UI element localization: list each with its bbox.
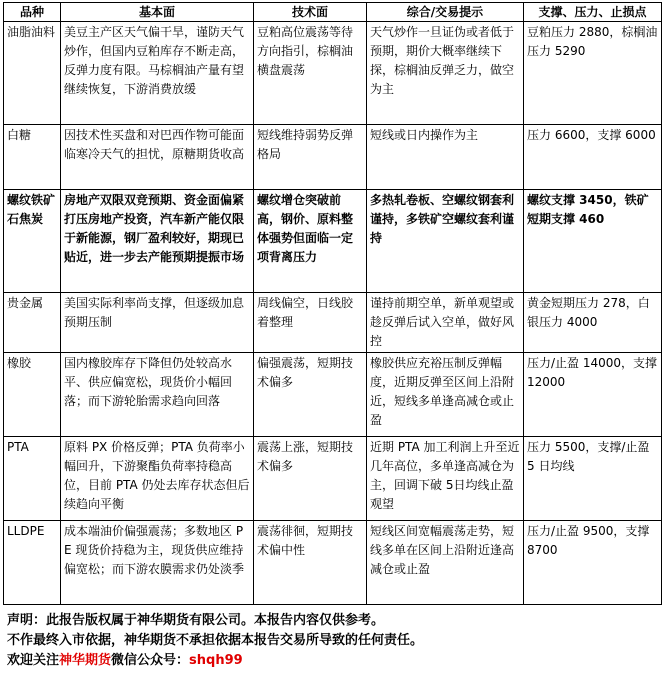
advice-cell: 橡胶供应充裕压制反弹幅度，近期反弹至区间上沿附近，短线多单逢高减仓或止盈	[367, 353, 524, 437]
disclaimer-line-1: 声明：此报告版权属于神华期货有限公司。本报告内容仅供参考。	[7, 613, 385, 628]
table-row	[4, 353, 662, 437]
table-row	[4, 437, 662, 521]
levels-cell: 压力/止盈 14000，支撑 12000	[524, 353, 662, 437]
header-row	[4, 3, 662, 22]
advice-cell: 近期 PTA 加工利润上升至近几年高位，多单逢高减仓为主，回调下破 5日均线止盈观望	[367, 437, 524, 521]
header-fundamental: 基本面	[61, 3, 254, 22]
levels-cell: 黄金短期压力 278，白银压力 4000	[524, 293, 662, 353]
header-levels: 支撑、压力、止损点	[524, 3, 662, 22]
advice-cell: 短线区间宽幅震荡走势，短线多单在区间上沿附近逢高减仓或止盈	[367, 521, 524, 605]
fundamental-cell: 国内橡胶库存下降但仍处较高水平、供应偏宽松，现货价小幅回落；而下游轮胎需求趋向回落	[61, 353, 254, 437]
variety-cell: 白糖	[4, 125, 61, 190]
variety-cell: 螺纹铁矿石焦炭	[4, 190, 61, 293]
fundamental-cell: 成本端油价偏强震荡；多数地区 PE 现货价持稳为主，现货供应维持偏宽松；而下游农膜需求仍处淡季	[61, 521, 254, 605]
futures-report-table	[3, 2, 662, 605]
table-row	[4, 521, 662, 605]
fundamental-cell: 美国实际利率尚支撑，但逐级加息预期压制	[61, 293, 254, 353]
technical-cell: 周线偏空，日线胶着整理	[254, 293, 367, 353]
table-row	[4, 22, 662, 125]
technical-cell: 豆粕高位震荡等待方向指引，棕榈油横盘震荡	[254, 22, 367, 125]
technical-cell: 螺纹增仓突破前高，钢价、原料整体强势但面临一定项背离压力	[254, 190, 367, 293]
fundamental-cell: 原料 PX 价格反弹；PTA 负荷率小幅回升，下游聚酯负荷率持稳高位，目前 PTA 仍处去库存状态但后续趋向平衡	[61, 437, 254, 521]
advice-cell: 天气炒作一旦证伪或者低于预期，期价大概率继续下探，棕榈油反弹乏力，做空为主	[367, 22, 524, 125]
wechat-id: shqh99	[189, 653, 243, 668]
technical-cell: 震荡徘徊，短期技术偏中性	[254, 521, 367, 605]
variety-cell: LLDPE	[4, 521, 61, 605]
technical-cell: 短线维持弱势反弹格局	[254, 125, 367, 190]
advice-cell: 多热轧卷板、空螺纹钢套利谨持，多铁矿空螺纹套利谨持	[367, 190, 524, 293]
brand-name: 神华期货	[59, 653, 112, 668]
header-technical: 技术面	[254, 3, 367, 22]
fundamental-cell: 因技术性买盘和对巴西作物可能面临寒冷天气的担忧，原糖期货收高	[61, 125, 254, 190]
header-variety: 品种	[4, 3, 61, 22]
table-row	[4, 293, 662, 353]
header-advice: 综合/交易提示	[367, 3, 524, 22]
levels-cell: 压力/止盈 9500，支撑 8700	[524, 521, 662, 605]
levels-cell: 压力 5500，支撑/止盈 5 日均线	[524, 437, 662, 521]
advice-cell: 短线或日内操作为主	[367, 125, 524, 190]
fundamental-cell: 房地产双限双竞预期、资金面偏紧打压房地产投资，汽车新产能仅限于新能源，钢厂盈利较好，期现已贴近，进一步去产能预期提振市场	[61, 190, 254, 293]
levels-cell: 压力 6600，支撑 6000	[524, 125, 662, 190]
table-row	[4, 190, 662, 293]
variety-cell: 油脂油料	[4, 22, 61, 125]
wechat-follow-line	[7, 651, 423, 671]
variety-cell: 贵金属	[4, 293, 61, 353]
disclaimer	[7, 611, 423, 671]
follow-mid: 微信公众号：	[111, 653, 190, 668]
levels-cell: 螺纹支撑 3450，铁矿短期支撑 460	[524, 190, 662, 293]
technical-cell: 震荡上涨，短期技术偏多	[254, 437, 367, 521]
fundamental-cell: 美豆主产区天气偏干旱，谨防天气炒作，但国内豆粕库存不断走高，反弹力度有限。马棕榈油产量有望继续恢复，下游消费放缓	[61, 22, 254, 125]
variety-cell: PTA	[4, 437, 61, 521]
advice-cell: 谨持前期空单，新单观望或趁反弹后试入空单，做好风控	[367, 293, 524, 353]
variety-cell: 橡胶	[4, 353, 61, 437]
table-row	[4, 125, 662, 190]
disclaimer-line-2: 不作最终入市依据，神华期货不承担依据本报告交易所导致的任何责任。	[7, 633, 424, 648]
technical-cell: 偏强震荡，短期技术偏多	[254, 353, 367, 437]
levels-cell: 豆粕压力 2880，棕榈油压力 5290	[524, 22, 662, 125]
follow-prefix: 欢迎关注	[7, 653, 60, 668]
